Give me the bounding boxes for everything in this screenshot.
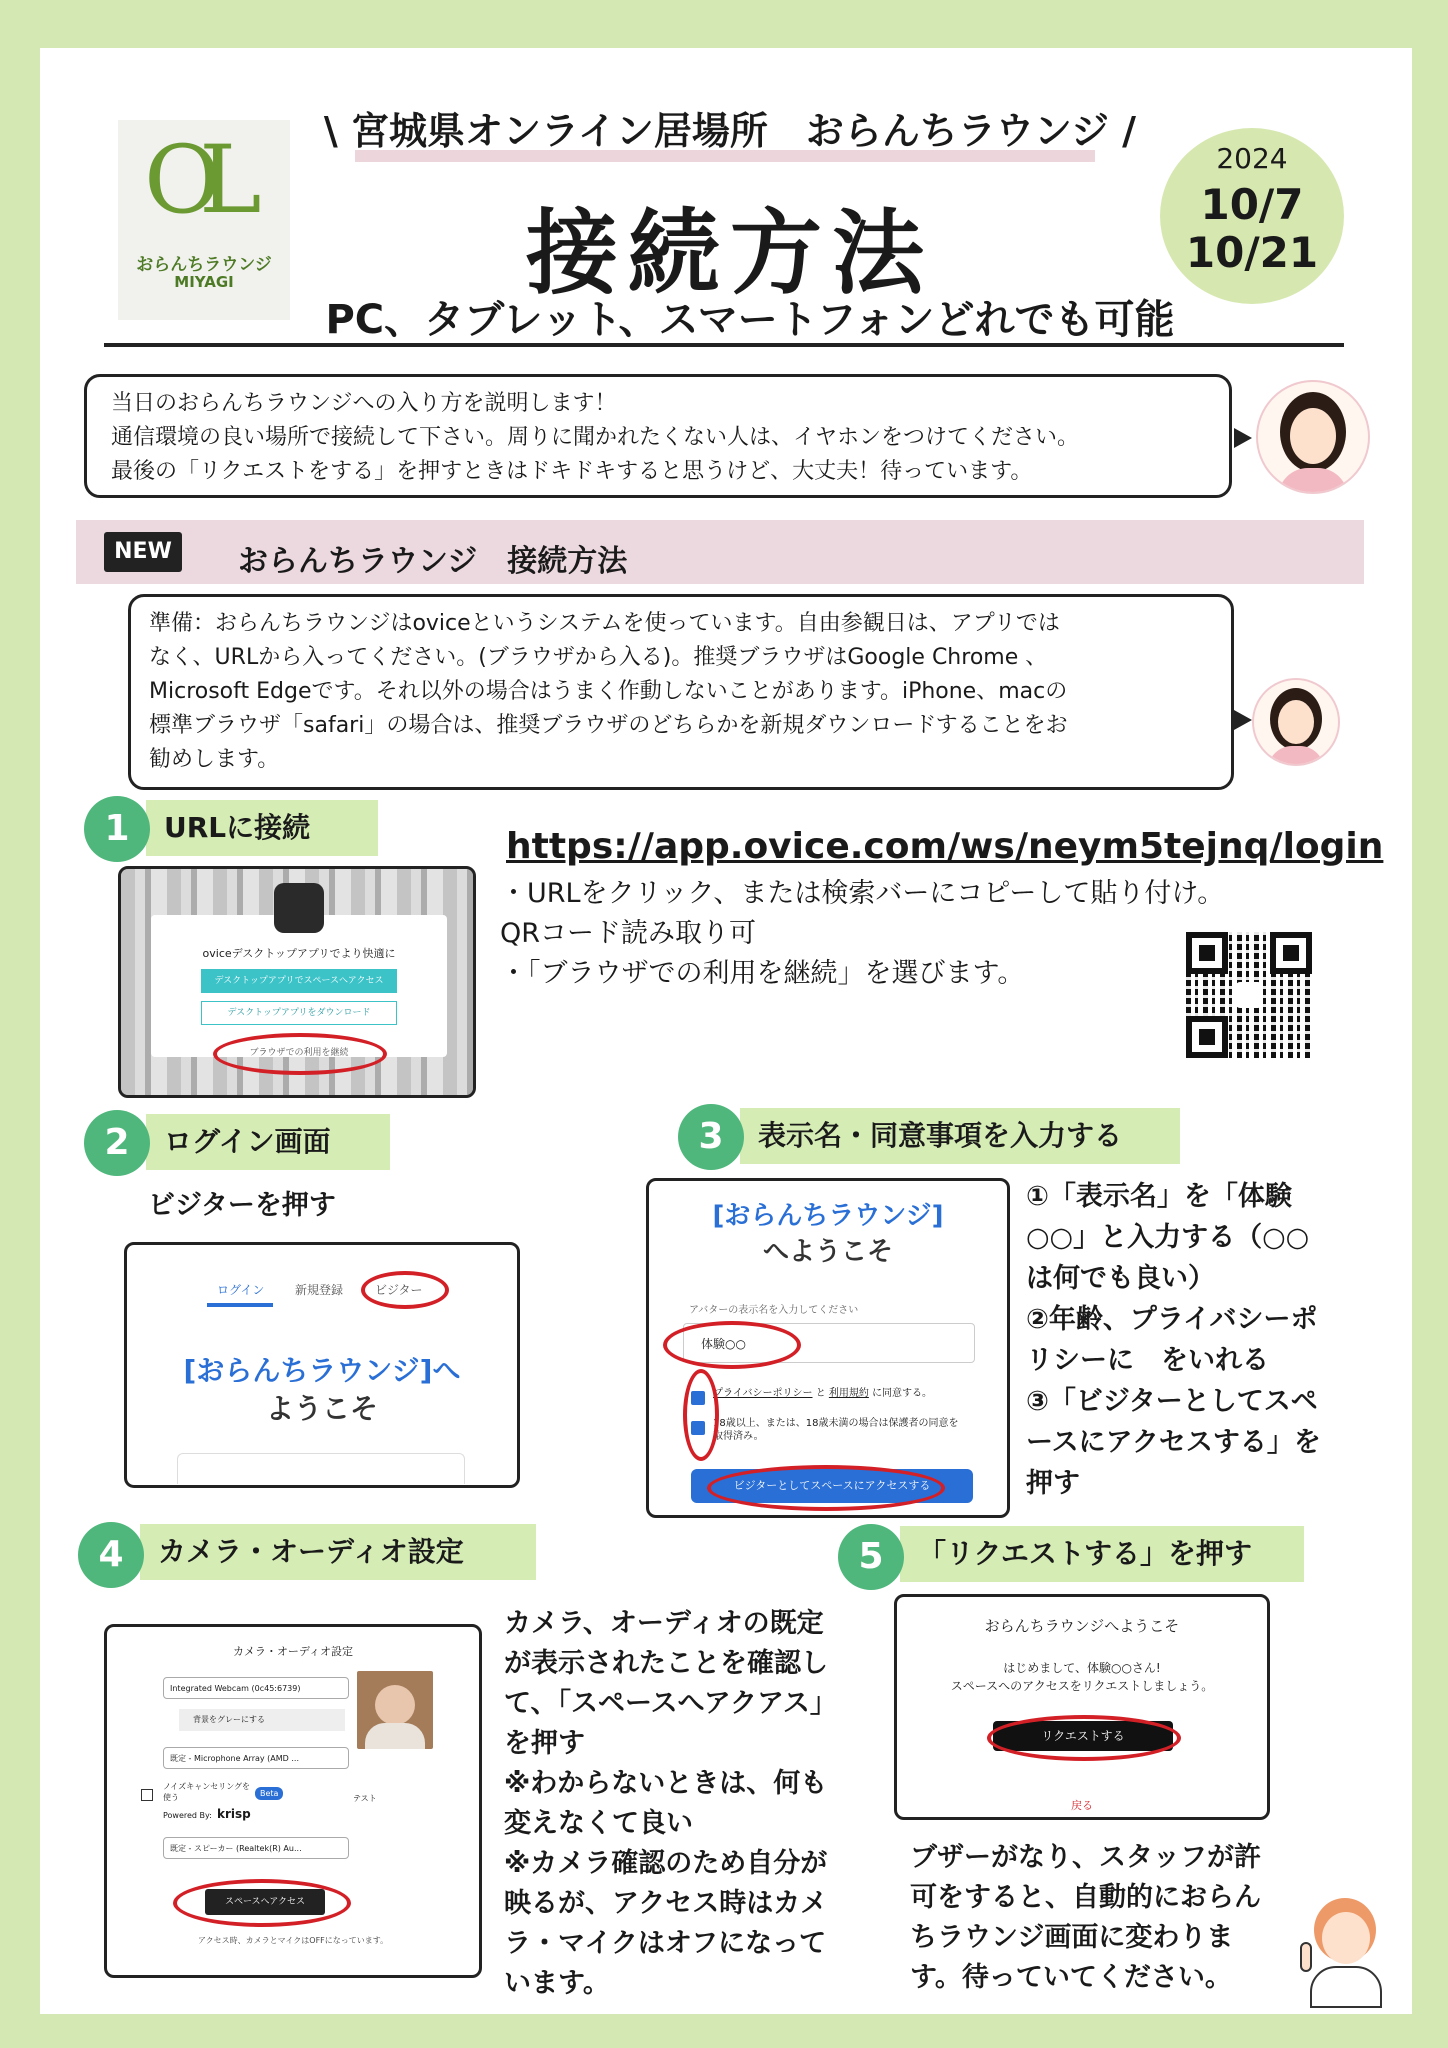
step4-line: 映るが、アクセス時はカメ	[504, 1888, 828, 1919]
highlight-circle	[361, 1271, 449, 1309]
highlight-circle	[707, 1465, 945, 1511]
enter-space-button[interactable]: スペースへアクセス	[205, 1889, 325, 1915]
step3-line: リシーに をいれる	[1026, 1345, 1269, 1376]
prep-line: 勧めします。	[149, 747, 280, 772]
consent-tail: に同意する。	[872, 1388, 933, 1399]
intro-bubble	[84, 374, 1232, 498]
step3-line: ①「表示名」を「体験	[1026, 1181, 1292, 1212]
prep-line: 準備：おらんちラウンジはoviceというシステムを使っています。自由参観日は、アプリでは	[149, 611, 1060, 636]
step5-line: す。待っていてください。	[910, 1962, 1232, 1993]
prep-line: なく、URLから入ってください。(ブラウザから入る)。推奨ブラウザはGoogle Chrome 、	[149, 645, 1048, 670]
page-title: 接続方法	[525, 200, 934, 307]
logo-sub: MIYAGI	[174, 273, 234, 291]
date-year: 2024	[1216, 142, 1288, 175]
beta-badge: Beta	[255, 1787, 283, 1800]
step5-number: 5	[838, 1524, 904, 1590]
staff-avatar-icon	[1256, 380, 1370, 494]
step3-screenshot	[646, 1178, 1010, 1518]
prep-bubble	[128, 594, 1234, 790]
step5-line: ブザーがなり、スタッフが許	[910, 1842, 1261, 1873]
open-desktop-app-button[interactable]: デスクトップアプリでスペースへアクセス	[201, 969, 397, 993]
step4-line: ※カメラ確認のため自分が	[504, 1848, 828, 1879]
privacy-consent-text	[713, 1387, 963, 1400]
av-settings-title: カメラ・オーディオ設定	[232, 1645, 354, 1658]
login-tab[interactable]: ログイン	[217, 1283, 265, 1297]
continue-browser-link[interactable]: ブラウザでの利用を継続	[249, 1048, 349, 1058]
request-msg1: はじめまして、体験○○さん!	[1003, 1661, 1161, 1675]
step4-label: カメラ・オーディオ設定	[140, 1524, 536, 1580]
prep-line: 標準ブラウザ「safari」の場合は、推奨ブラウザのどちらかを新規ダウンロードすることをお	[149, 713, 1068, 738]
terms-link[interactable]: 利用規約	[828, 1388, 869, 1399]
display-name-value: 体験○○	[701, 1337, 746, 1351]
step1-line: ・URLをクリック、または検索バーにコピーして貼り付け。	[500, 878, 1225, 909]
krisp-logo: krisp	[217, 1807, 251, 1821]
date-first: 10/7	[1200, 180, 1304, 229]
welcome-line2: ようこそ	[265, 1392, 378, 1425]
highlight-circle	[663, 1321, 801, 1369]
step3-line: ○○」と入力する（○○	[1026, 1222, 1310, 1253]
date-badge	[1160, 128, 1344, 304]
step3-line: ③「ビジターとしてスペ	[1026, 1386, 1318, 1417]
back-link[interactable]: 戻る	[1071, 1799, 1093, 1812]
step5-text	[910, 1838, 1261, 1998]
step3-number: 3	[678, 1104, 744, 1170]
powered-by-label: Powered By:	[163, 1811, 212, 1820]
noise-cancel-checkbox[interactable]	[141, 1789, 153, 1801]
app-prompt: oviceデスクトップアプリでより快適に	[202, 947, 396, 960]
step2-label: ログイン画面	[146, 1114, 390, 1170]
new-badge: NEW	[104, 532, 182, 572]
section-title: おらんちラウンジ 接続方法	[238, 544, 628, 579]
step3-line: 押す	[1026, 1468, 1080, 1499]
page-subtitle: PC、タブレット、スマートフォンどれでも可能	[325, 297, 1175, 343]
qr-code-icon	[1186, 932, 1312, 1058]
step4-line: を押す	[504, 1728, 585, 1759]
kicker: \ 宮城県オンライン居場所 おらんちラウンジ /	[323, 109, 1137, 153]
highlight-circle	[683, 1369, 719, 1461]
visitor-tab[interactable]: ビジター	[375, 1283, 423, 1297]
intro-pointer	[1234, 428, 1252, 448]
step1-label: URLに接続	[146, 800, 378, 856]
ovice-app-icon	[274, 883, 324, 933]
background-select[interactable]: 背景をグレーにする	[179, 1709, 345, 1731]
step1-line: QRコード読み取り可	[500, 918, 757, 949]
logo-name: おらんちラウンジ	[136, 255, 272, 275]
step4-line: ※わからないときは、何も	[504, 1768, 828, 1799]
step4-line: 変えなくて良い	[504, 1808, 693, 1839]
pointing-girl-icon	[1300, 1898, 1384, 2008]
step4-line: ラ・マイクはオフになって	[504, 1928, 827, 1959]
privacy-policy-link[interactable]: プライバシーポリシー	[713, 1388, 813, 1399]
step3-line: は何でも良い）	[1026, 1263, 1215, 1294]
prep-pointer	[1234, 710, 1252, 730]
highlight-circle	[173, 1879, 351, 1927]
request-title: おらんちラウンジへようこそ	[984, 1617, 1180, 1635]
request-msg2: スペースへのアクセスをリクエストしましょう。	[950, 1679, 1214, 1693]
staff-avatar-small-icon	[1252, 678, 1340, 766]
mic-select[interactable]: 既定 - Microphone Array (AMD ...	[163, 1747, 349, 1769]
step2-caption: ビジターを押す	[148, 1190, 336, 1221]
request-button[interactable]: リクエストする	[993, 1721, 1173, 1751]
step4-line: が表示されたことを確認し	[504, 1648, 828, 1679]
welcome-line1: [おらんちラウンジ]へ	[183, 1354, 461, 1387]
date-second: 10/21	[1185, 228, 1319, 277]
speaker-test-button[interactable]: テスト	[353, 1794, 377, 1803]
highlight-circle	[213, 1033, 387, 1075]
step4-line: カメラ、オーディオの既定	[504, 1608, 824, 1639]
step1-number: 1	[84, 796, 150, 862]
welcome-line2: へようこそ	[762, 1237, 893, 1267]
intro-line: 当日のおらんちラウンジへの入り方を説明します！	[111, 391, 617, 416]
logo-glyph: OL	[144, 126, 240, 235]
step4-number: 4	[78, 1522, 144, 1588]
step3-label: 表示名・同意事項を入力する	[740, 1108, 1180, 1164]
step3-text	[1026, 1176, 1321, 1504]
prep-line: Microsoft Edgeです。それ以外の場合はうまく作動しないことがあります。iPhone、macの	[149, 679, 1068, 704]
visitor-access-button[interactable]: ビジターとしてスペースにアクセスする	[691, 1469, 973, 1503]
step4-line: います。	[504, 1968, 610, 1999]
step1-line: ・「ブラウザでの利用を継続」を選びます。	[500, 958, 1025, 989]
step5-screenshot	[894, 1594, 1270, 1820]
age-consent-text: 18歳以上、または、18歳未満の場合は保護者の同意を取得済み。	[713, 1418, 959, 1442]
name-field[interactable]	[177, 1453, 465, 1484]
access-note: アクセス時、カメラとマイクはOFFになっています。	[197, 1936, 389, 1945]
display-name-label: アバターの表示名を入力してください	[689, 1305, 859, 1316]
step2-number: 2	[84, 1110, 150, 1176]
step5-line: 可をすると、自動的におらん	[910, 1882, 1261, 1913]
step5-line: ちラウンジ画面に変わりま	[910, 1922, 1234, 1953]
step4-screenshot	[104, 1624, 482, 1978]
step4-text	[504, 1604, 837, 2004]
download-app-button[interactable]: デスクトップアプリをダウンロード	[201, 1001, 397, 1025]
highlight-circle	[987, 1715, 1181, 1761]
speaker-select[interactable]: 既定 - スピーカー (Realtek(R) Au...	[163, 1837, 349, 1859]
intro-line: 通信環境の良い場所で接続して下さい。周りに聞かれたくない人は、イヤホンをつけてください。	[111, 425, 1080, 450]
logo	[118, 120, 290, 320]
camera-select[interactable]: Integrated Webcam (0c45:6739)	[163, 1677, 349, 1699]
welcome-line1: [おらんちラウンジ]	[712, 1201, 944, 1231]
step5-label: 「リクエストする」を押す	[900, 1526, 1304, 1582]
ovice-url-link[interactable]: https://app.ovice.com/ws/neym5tejnq/login	[506, 826, 1384, 867]
noise-cancel-label: ノイズキャンセリングを使う	[163, 1782, 251, 1802]
register-tab[interactable]: 新規登録	[295, 1283, 344, 1297]
step1-screenshot	[118, 866, 476, 1098]
intro-line: 最後の「リクエストをする」を押すときはドキドキすると思うけど、大丈夫！待っています。	[111, 459, 1033, 484]
camera-preview	[357, 1671, 433, 1749]
consent-joiner: と	[815, 1388, 826, 1399]
step1-text	[500, 874, 1224, 994]
step4-line: て、「スペースへアクアス」	[504, 1688, 837, 1719]
step2-screenshot	[124, 1242, 520, 1488]
step3-line: ②年齢、プライバシーポ	[1026, 1304, 1318, 1335]
step3-line: ースにアクセスする」を	[1026, 1427, 1321, 1458]
header-rule	[104, 343, 1344, 347]
